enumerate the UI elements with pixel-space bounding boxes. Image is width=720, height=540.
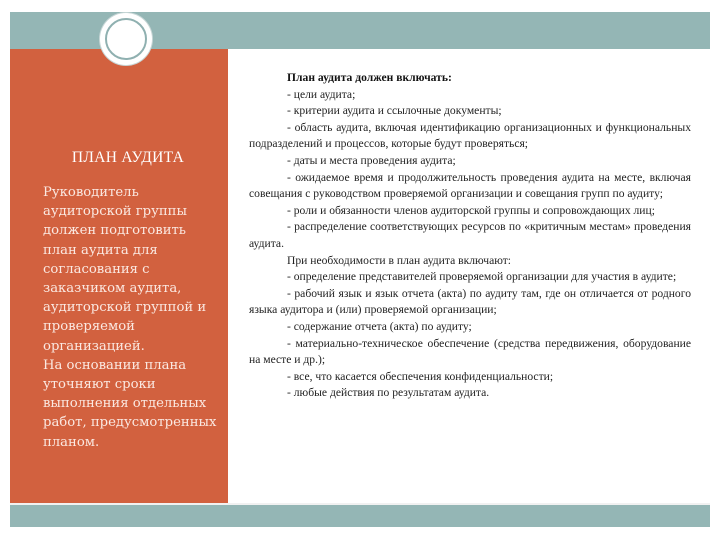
slide-title: ПЛАН АУДИТА — [71, 149, 185, 166]
left-text-line: аудиторской группы — [43, 204, 187, 220]
list-item: - область аудита, включая идентификацию организационных и функциональных подразделений и процессов, которые будут проверяться; — [249, 120, 691, 151]
list-item: - роли и обязанности членов аудиторской группы и сопровождающих лиц; — [287, 203, 655, 217]
circle-ring — [105, 18, 147, 60]
left-text-line: заказчиком аудита, — [43, 281, 182, 297]
left-text-line: уточняют сроки — [43, 377, 156, 393]
left-text-line: выполнения отдельных — [43, 396, 207, 412]
bottom-band — [10, 505, 710, 527]
left-panel — [10, 49, 228, 503]
list-item: - даты и места проведения аудита; — [287, 153, 456, 167]
left-text-line: планом. — [43, 434, 100, 450]
circle-badge-icon — [100, 13, 152, 65]
content-text — [249, 70, 691, 402]
list-item: - цели аудита; — [287, 87, 356, 101]
left-text-line: организацией. — [43, 338, 145, 354]
list-item: - определение представителей проверяемой организации для участия в аудите; — [287, 270, 677, 284]
left-text-line: аудиторской группой и — [43, 300, 207, 316]
content-subheading: При необходимости в план аудита включают: — [287, 253, 512, 267]
left-text-line: план аудита для — [43, 242, 158, 258]
list-item: - любые действия по результатам аудита. — [287, 386, 490, 400]
left-text-line: На основании плана — [43, 357, 187, 373]
list-item: - распределение соответствующих ресурсов по «критичным местам» проведения аудита. — [249, 220, 691, 250]
list-item: - содержание отчета (акта) по аудиту; — [287, 319, 472, 333]
list-item: - критерии аудита и ссылочные документы; — [287, 104, 502, 118]
left-text-line: работ, предусмотренных — [43, 415, 217, 431]
list-item: - материально-техническое обеспечение (средства передвижения, оборудование на месте и др.); — [249, 336, 691, 367]
left-text-line: Руководитель — [43, 185, 139, 200]
content-heading: План аудита должен включать: — [287, 71, 452, 84]
list-item: - ожидаемое время и продолжительность проведения аудита на месте, включая совещания с руководством проверяемой организации и совещания групп по аудиту; — [249, 170, 691, 201]
left-panel-text — [43, 183, 235, 452]
left-text-line: проверяемой — [43, 319, 135, 335]
list-item: - все, что касается обеспечения конфиденциальности; — [287, 369, 554, 383]
list-item: - рабочий язык и язык отчета (акта) по аудиту там, где он отличается от родного языка аудитора и (или) проверяемой организации; — [249, 286, 691, 317]
left-text-line: должен подготовить — [43, 223, 186, 239]
left-text-line: согласования с — [43, 261, 150, 277]
